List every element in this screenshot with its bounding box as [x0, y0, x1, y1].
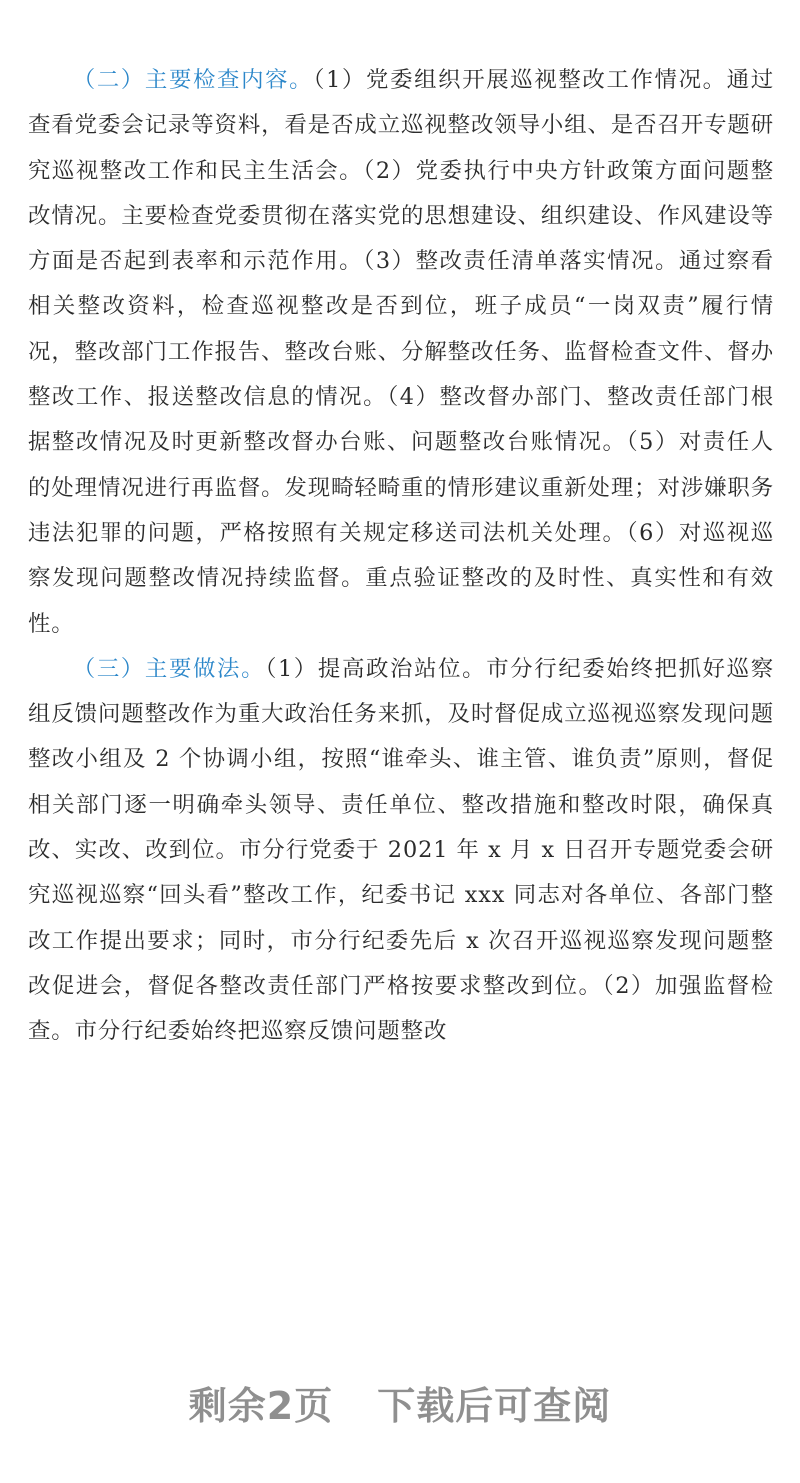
download-prompt[interactable]	[0, 1378, 800, 1434]
section-3-body: （1）提高政治站位。市分行纪委始终把抓好巡察组反馈问题整改作为重大政治任务来抓，及时督促成立巡视巡察发现问题整改小组及 2 个协调小组，按照“谁牵头、谁主管、谁负责”原则，督促相关部门逐一明确牵头领导、责任单位、整改措施和整改时限，确保真改、实改、改到位。市分行党委于 2021 年 x 月 x 日召开专题党委会研究巡视巡察“回头看”整改工作，纪委书记 xxx 同志对各单位、各部门整改工作提出要求；同时，市分行纪委先后 x 次召开巡视巡察发现问题整改促进会，督促各整改责任部门严格按要求整改到位。（2）加强监督检查。市分行纪委始终把巡察反馈问题整改	[28, 655, 774, 1045]
download-to-view-label: 下载后可查阅	[377, 1384, 612, 1428]
section-3-paragraph	[28, 647, 774, 1055]
document-content	[28, 58, 774, 1055]
section-2-body: （1）党委组织开展巡视整改工作情况。通过查看党委会记录等资料，看是否成立巡视整改领导小组、是否召开专题研究巡视整改工作和民主生活会。（2）党委执行中央方针政策方面问题整改情况。主要检查党委贯彻在落实党的思想建设、组织建设、作风建设等方面是否起到表率和示范作用。（3）整改责任清单落实情况。通过察看相关整改资料，检查巡视整改是否到位，班子成员“一岗双责”履行情况，整改部门工作报告、整改台账、分解整改任务、监督检查文件、督办整改工作、报送整改信息的情况。（4）整改督办部门、整改责任部门根据整改情况及时更新整改督办台账、问题整改台账情况。（5）对责任人的处理情况进行再监督。发现畸轻畸重的情形建议重新处理；对涉嫌职务违法犯罪的问题，严格按照有关规定移送司法机关处理。（6）对巡视巡察发现问题整改情况持续监督。重点验证整改的及时性、真实性和有效性。	[28, 67, 775, 637]
section-2-heading: （二）主要检查内容。	[72, 67, 314, 93]
section-3-heading: （三）主要做法。	[72, 655, 266, 682]
section-2-paragraph	[28, 58, 774, 647]
remaining-pages-label: 剩余2页	[188, 1384, 334, 1428]
